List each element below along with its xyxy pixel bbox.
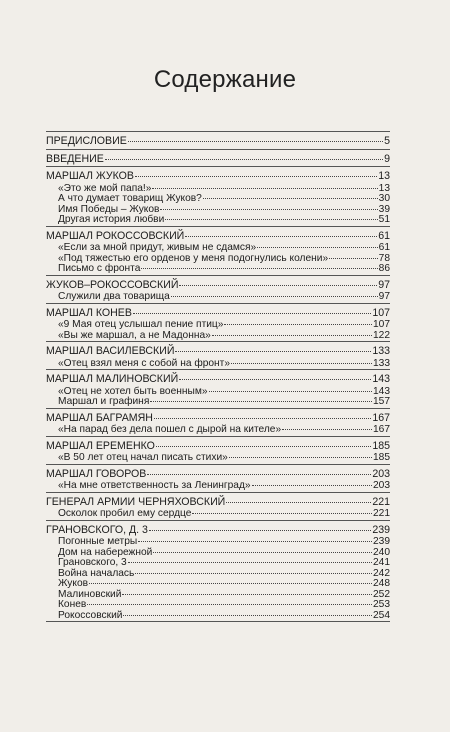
toc-section xyxy=(46,465,390,493)
toc-page-number: 61 xyxy=(378,242,390,253)
toc-section xyxy=(46,409,390,437)
toc-entry-title: «Под тяжестью его орденов у меня подогнулись колени» xyxy=(58,252,329,264)
dot-leader xyxy=(133,305,371,314)
toc-entry xyxy=(46,609,390,620)
toc-entry-title: ЖУКОВ–РОКОССОВСКИЙ xyxy=(46,278,179,291)
toc-entry xyxy=(46,262,390,273)
toc-page-number: 39 xyxy=(378,203,390,215)
toc-page-number: 242 xyxy=(373,567,390,579)
toc-page-number: 61 xyxy=(378,229,390,242)
toc-page-number: 203 xyxy=(373,480,390,491)
toc-entry-title: Дом на набережной xyxy=(58,546,153,558)
toc-page-number: 167 xyxy=(373,424,390,435)
toc-page-number: 107 xyxy=(372,306,390,319)
toc-page-number: 9 xyxy=(384,152,390,165)
toc-entry-title: МАРШАЛ БАГРАМЯН xyxy=(46,411,153,424)
toc-page-number: 221 xyxy=(372,495,390,508)
toc-page-number: 254 xyxy=(373,609,390,621)
dot-leader xyxy=(203,190,378,199)
dot-leader xyxy=(149,522,371,531)
dot-leader xyxy=(154,410,371,419)
toc-page-number: 167 xyxy=(372,411,390,424)
toc-page-number: 13 xyxy=(378,170,390,182)
toc-entry-title: МАРШАЛ ГОВОРОВ xyxy=(46,467,147,480)
dot-leader xyxy=(160,201,377,210)
toc-page-number: 5 xyxy=(384,135,390,147)
toc-section xyxy=(46,342,390,370)
dot-leader xyxy=(153,544,372,553)
toc-section xyxy=(46,493,390,521)
dot-leader xyxy=(224,316,372,325)
toc-entry xyxy=(46,507,390,518)
toc-page-number: 221 xyxy=(373,508,390,519)
toc-page-number: 133 xyxy=(373,357,390,369)
toc-entry-title: Имя Победы – Жуков xyxy=(58,203,160,215)
toc-entry-title: Жуков xyxy=(58,578,89,589)
toc-page-number: 248 xyxy=(373,578,390,589)
toc-page-number: 143 xyxy=(373,385,390,397)
toc-entry xyxy=(46,395,390,406)
dot-leader xyxy=(135,168,377,177)
toc-page-number: 143 xyxy=(372,373,390,385)
toc-page-number: 239 xyxy=(373,536,390,547)
toc-entry-title: «На мне ответственность за Ленинград» xyxy=(58,480,251,491)
dot-leader xyxy=(105,151,383,160)
toc-page-number: 122 xyxy=(373,329,390,341)
toc-entry-title: МАРШАЛ КОНЕВ xyxy=(46,306,132,319)
toc-section xyxy=(46,167,390,227)
dot-leader xyxy=(123,607,372,616)
toc-entry xyxy=(46,290,390,301)
toc-page-number: 239 xyxy=(372,523,390,536)
toc-entry-title: Конев xyxy=(58,599,87,610)
toc-entry-title: Погонные метры xyxy=(58,536,138,547)
dot-leader xyxy=(252,477,372,486)
dot-leader xyxy=(282,421,372,430)
dot-leader xyxy=(171,288,378,297)
toc-page-number: 133 xyxy=(372,345,390,357)
dot-leader xyxy=(212,327,372,336)
toc-entry-title: «Отец не хотел быть военным» xyxy=(58,385,208,397)
dot-leader xyxy=(257,239,377,248)
toc-entry-title: Малиновский xyxy=(58,588,122,600)
toc-entry-title: «Это же мой папа!» xyxy=(58,182,152,194)
toc-page-number: 203 xyxy=(372,467,390,480)
dot-leader xyxy=(128,133,383,142)
dot-leader xyxy=(128,554,372,563)
toc-entry-title: «Если за мной придут, живым не сдамся» xyxy=(58,242,257,253)
page-title: Содержание xyxy=(153,66,297,93)
toc-page-number: 157 xyxy=(373,396,390,407)
dot-leader xyxy=(165,211,377,220)
dot-leader xyxy=(150,393,372,402)
toc-page-number: 185 xyxy=(373,452,390,463)
toc-entry-title: ПРЕДИСЛОВИЕ xyxy=(46,135,127,147)
toc-entry xyxy=(46,357,390,368)
toc-entry xyxy=(46,451,390,462)
dot-leader xyxy=(89,575,372,584)
toc-page-number: 51 xyxy=(378,214,390,225)
toc-entry xyxy=(46,423,390,434)
toc-section xyxy=(46,437,390,465)
toc-entry-title: Маршал и графиня xyxy=(58,396,150,407)
toc-page-number: 107 xyxy=(373,319,390,330)
toc-section xyxy=(46,521,390,623)
toc-page-number: 240 xyxy=(373,546,390,558)
toc-entry-title: Другая история любви xyxy=(58,214,165,225)
toc-entry-title: Грановского, 3 xyxy=(58,557,127,568)
dot-leader xyxy=(175,343,371,352)
toc-page-number: 185 xyxy=(372,439,390,452)
toc-entry xyxy=(46,213,390,224)
dot-leader xyxy=(152,180,377,189)
dot-leader xyxy=(185,228,377,237)
toc-page-number: 13 xyxy=(378,182,390,194)
toc-section xyxy=(46,304,390,343)
toc-entry-title: МАРШАЛ МАЛИНОВСКИЙ xyxy=(46,373,179,385)
dot-leader xyxy=(147,466,371,475)
dot-leader xyxy=(122,586,372,595)
toc-page-number: 86 xyxy=(378,263,390,274)
toc-entry-title: «9 Мая отец услышал пение птиц» xyxy=(58,319,224,330)
dot-leader xyxy=(329,250,378,259)
toc-entry-title: Война началась xyxy=(58,567,135,579)
toc-entry-title: МАРШАЛ РОКОССОВСКИЙ xyxy=(46,229,185,242)
table-of-contents xyxy=(46,131,390,622)
toc-section xyxy=(46,227,390,276)
dot-leader xyxy=(209,383,372,392)
toc-page-number: 252 xyxy=(373,588,390,600)
toc-entry-title: «Отец взял меня с собой на фронт» xyxy=(58,357,230,369)
toc-section xyxy=(46,150,390,168)
toc-section xyxy=(46,132,390,150)
dot-leader xyxy=(229,449,372,458)
dot-leader xyxy=(156,438,371,447)
toc-entry-title: МАРШАЛ ВАСИЛЕВСКИЙ xyxy=(46,345,175,357)
toc-section-heading xyxy=(46,135,390,147)
dot-leader xyxy=(179,277,377,286)
dot-leader xyxy=(135,565,372,574)
dot-leader xyxy=(87,596,372,605)
toc-entry-title: ГЕНЕРАЛ АРМИИ ЧЕРНЯХОВСКИЙ xyxy=(46,495,226,508)
toc-page-number: 30 xyxy=(378,193,390,204)
toc-entry-title: А что думает товарищ Жуков? xyxy=(58,193,202,204)
toc-page-number: 241 xyxy=(373,557,390,568)
toc-entry-title: ВВЕДЕНИЕ xyxy=(46,152,104,165)
toc-entry-title: «Вы же маршал, а не Мадонна» xyxy=(58,329,211,341)
dot-leader xyxy=(138,533,372,542)
toc-entry-title: «На парад без дела пошел с дырой на кителе» xyxy=(58,424,282,435)
dot-leader xyxy=(141,260,377,269)
toc-entry-title: ГРАНОВСКОГО, Д. 3 xyxy=(46,523,148,536)
toc-page-number: 97 xyxy=(378,278,390,291)
toc-entry-title: МАРШАЛ ЕРЕМЕНКО xyxy=(46,439,155,452)
toc-entry-title: МАРШАЛ ЖУКОВ xyxy=(46,170,134,182)
toc-entry-title: Осколок пробил ему сердце xyxy=(58,508,192,519)
toc-entry xyxy=(46,479,390,490)
toc-section-heading xyxy=(46,153,390,165)
toc-page-number: 97 xyxy=(378,291,390,302)
toc-section xyxy=(46,370,390,409)
toc-entry-title: «В 50 лет отец начал писать стихи» xyxy=(58,452,228,463)
toc-section xyxy=(46,276,390,304)
toc-page-number: 78 xyxy=(378,252,390,264)
dot-leader xyxy=(231,355,372,364)
dot-leader xyxy=(226,494,371,503)
dot-leader xyxy=(192,505,372,514)
toc-entry-title: Служили два товарища xyxy=(58,291,170,302)
toc-entry-title: Рокоссовский xyxy=(58,609,123,621)
dot-leader xyxy=(179,371,371,380)
toc-entry xyxy=(46,329,390,340)
toc-entry-title: Письмо с фронта xyxy=(58,263,141,274)
toc-page-number: 253 xyxy=(373,599,390,610)
